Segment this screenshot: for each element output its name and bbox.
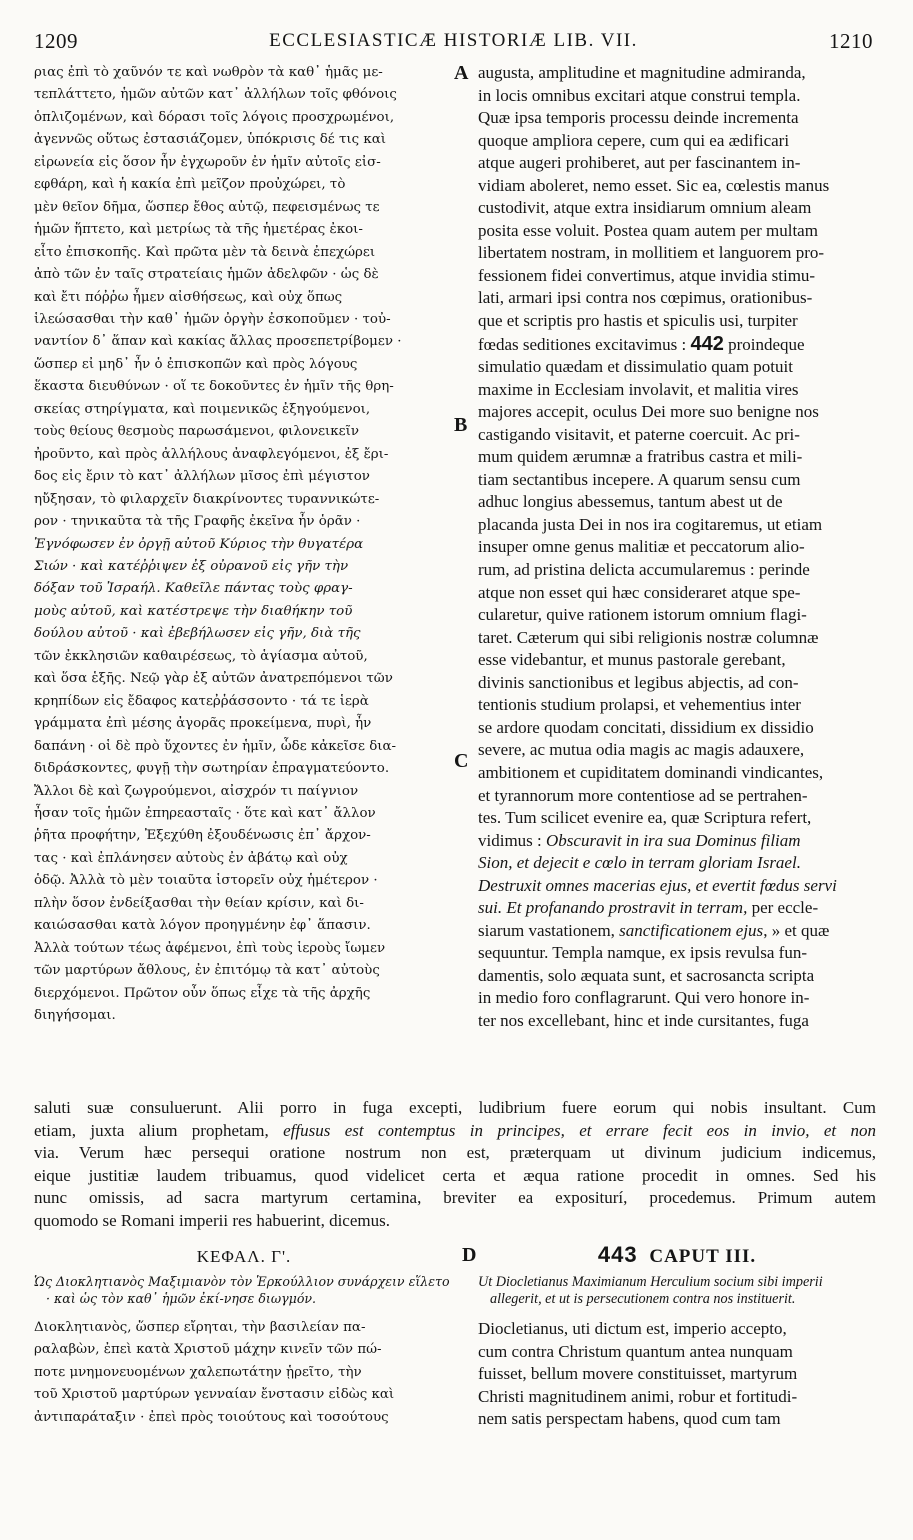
greek-line: ἦσαν τοῖς ἡμῶν ἐπηρεασταῖς · ὅτε καὶ κατ᾽ ἄλλον xyxy=(34,805,376,821)
latin-line: nem satis perspectam habens, quod cum tam xyxy=(478,1409,781,1429)
latin-line: majores accepit, oculus Dei more suo benigne nos xyxy=(478,402,819,422)
greek-line: ὥσπερ εἰ μηδ᾽ ἦν ὁ ἐπισκοπῶν καὶ πρὸς λόγους xyxy=(34,356,358,372)
latin-line: atque non esset qui hæc consideraret atque spe- xyxy=(478,582,801,602)
latin-line: tes. Tum scilicet evenire ea, quæ Scriptura refert, xyxy=(478,808,812,828)
greek-line: ἠροῦντο, καὶ πρὸς ἀλλήλους ἀναφλεγόμενοι, ἐξ ἔρι- xyxy=(34,446,389,462)
latin-line: rum, ad pristina delicta accumularemus : perinde xyxy=(478,560,810,580)
latin-quote: Obscuravit in ira sua Dominus filiam xyxy=(541,830,801,850)
latin-line: mum quidem ærumnæ a fratribus castra et mili- xyxy=(478,447,803,467)
greek-line: ῥῆτα προφήτην, Ἐξεχύθη ἐξουδένωσις ἐπ᾽ ἄρχον- xyxy=(34,828,371,844)
latin-line: se ardore quodam concitati, dissidium ex dissidio xyxy=(478,717,814,737)
latin-line: augusta, amplitudine et magnitudine admiranda, xyxy=(478,63,806,82)
greek-line: ἀπὸ τῶν ἐν ταῖς στρατείαις ἡμῶν ἀδελφῶν · ὡς δὲ xyxy=(34,267,379,283)
greek-line: γράμματα ἐπὶ μέσης ἀγορᾶς προκείμενα, πυρὶ, ἦν xyxy=(34,716,372,732)
greek-line: Σιών · καὶ κατέῤῥιψεν ἐξ οὐρανοῦ εἰς γῆν τὴν xyxy=(34,558,349,574)
left-page-number: 1209 xyxy=(34,28,78,53)
latin-text: siarum vastationem, xyxy=(478,920,615,940)
latin-line: lati, armari ipsi contra nos cœpimus, orationibus- xyxy=(478,288,813,308)
latin-line: cularetur, quive rationem istorum omnium flagi- xyxy=(478,605,807,625)
greek-line: καὶ ἔτι πόῤῥω ἦμεν αἰσθήσεως, καὶ οὐχ ὅπως xyxy=(34,289,343,305)
greek-line: ναντίον δ᾽ ἅπαν καὶ κακίας ἄλλας προσεπετρίβομεν · xyxy=(34,334,402,350)
latin-line xyxy=(478,897,876,920)
latin-line: Quæ ipsa temporis processu deinde incrementa xyxy=(478,108,799,128)
full-line: quomodo se Romani imperii res habuerint, dicemus. xyxy=(34,1210,390,1230)
greek-line: εἶτο ἐπισκοπῆς. Καὶ πρῶτα μὲν τὰ δεινὰ ἐπεχώρει xyxy=(34,244,376,260)
greek-line: τῶν ἐκκλησιῶν καθαιρέσεως, τὸ ἁγίασμα αὐτοῦ, xyxy=(34,648,368,664)
latin-line: fessionem fidei convertimus, atque invidia stimu- xyxy=(478,265,816,285)
latin-line: severe, ac mutua odia magis ac magis adauxere, xyxy=(478,740,805,760)
latin-line: fuisset, bellum movere constituisset, martyrum xyxy=(478,1364,798,1384)
right-page-number: 1210 xyxy=(828,28,873,53)
latin-line: damentis, solo æquata sunt, et sacrosancta scripta xyxy=(478,965,815,985)
greek-line: ὁπλιζομένων, καὶ δόρασι τοῖς λόγοις προσχρωμένοι, xyxy=(34,109,395,125)
greek-line: πλὴν ὅσον ἐνδείξασθαι τὴν θείαν κρίσιν, καὶ δι- xyxy=(34,895,364,911)
latin-line: divinis sanctionibus et legibus abjectis, ad con- xyxy=(478,672,799,692)
latin-line: simulatio quædam et dissimulatio quam potuit xyxy=(478,357,793,377)
latin-line: libertatem nostram, in mollitiem et languorem pro- xyxy=(478,243,825,263)
margin-mark-a: A xyxy=(454,62,469,84)
greek-line: μοὺς αὐτοῦ, καὶ κατέστρεψε τὴν διαθήκην τοῦ xyxy=(34,603,353,619)
full-quote: effusus est contemptus in principes, et errare fecit eos in invio, et non xyxy=(268,1120,876,1140)
greek-line: τοῦ Χριστοῦ μαρτύρων γενναίαν ἔνστασιν εἰδὼς καὶ xyxy=(34,1387,395,1403)
greek-line: ἱλεώσασθαι τὴν καθ᾽ ἡμῶν ὀργὴν ἐσκοποῦμεν · τοὐ- xyxy=(34,311,391,327)
greek-line: ἡμῶν ἥπτετο, καὶ μετρίως τὰ τῆς ἡμετέρας ἐκοι- xyxy=(34,222,363,238)
greek-line: ριας ἐπὶ τὸ χαῦνόν τε καὶ νωθρὸν τὰ καθ᾽ ἡμᾶς με- xyxy=(34,65,383,80)
latin-line: Christi magnitudinem animi, robur et fortitudi- xyxy=(478,1386,798,1406)
latin-line: vidiam aboleret, nemo esset. Sic ea, cœlestis manus xyxy=(478,175,830,195)
latin-chapter-body xyxy=(478,1318,876,1431)
greek-chapter-heading: ΚΕΦΑΛ. Γ'. xyxy=(196,1247,292,1266)
latin-line xyxy=(478,830,876,853)
latin-line: tiam sectantibus incepere. A quarum sensu cum xyxy=(478,469,801,489)
greek-line: ρον · τηνικαῦτα τὰ τῆς Γραφῆς ἐκεῖνα ἦν ὁρᾶν · xyxy=(34,514,361,530)
full-line: via. Verum hæc persequi oratione nostrum non est, præterquam ut divinum judicium indicemus, xyxy=(34,1143,876,1163)
greek-line: εἰρωνεία εἰς ὅσον ἦν ἐγχωροῦν ἐν ἡμῖν αὐτοῖς εἰσ- xyxy=(34,154,381,170)
full-line: saluti suæ consuluerunt. Alii porro in fuga excepti, ludibrium fuere eorum qui nobis insultant. Cum xyxy=(34,1098,876,1117)
latin-line: tentionis studium prolapsi, et vehementius inter xyxy=(478,695,801,715)
latin-chapter-summary: Ut Diocletianus Maximianum Herculium socium sibi imperii allegerit, et ut is persecutionem contra nos instituerit. xyxy=(478,1274,823,1307)
inline-page-number: 442 xyxy=(690,332,724,355)
latin-quote-line: Sion, et dejecit e cœlo in terram gloriam Israel. xyxy=(478,853,801,873)
greek-line: τεπλάττετο, ἡμῶν αὐτῶν κατ᾽ ἀλλήλων τοῖς φθόνοις xyxy=(34,87,397,103)
greek-line: ἀγεννῶς οὕτως ἐστασιάζομεν, ὑπόκρισις δέ τις καὶ xyxy=(34,132,387,148)
full-line: eique justitiæ laudem tribuamus, quod videlicet certa et æqua ratione procedit in omnes. Sed his xyxy=(34,1165,876,1185)
latin-quote-line: Destruxit omnes macerias ejus, et evertit fœdus servi xyxy=(478,875,837,895)
greek-line: καὶ ὅσα ἑξῆς. Νεῷ γὰρ ἐξ αὐτῶν ἀνατρεπόμενοι τῶν xyxy=(34,671,393,687)
latin-line: atque augeri prohiberet, aut per fascinantem in- xyxy=(478,153,801,173)
greek-line: εφθάρη, καὶ ἡ κακία ἐπὶ μεῖζον προὐχώρει, τὸ xyxy=(34,177,346,193)
latin-line: custodivit, atque extra insidiarum omnium aleam xyxy=(478,198,812,218)
latin-text: per eccle- xyxy=(747,898,819,918)
full-width-paragraph xyxy=(34,1097,876,1233)
latin-quote: sui. Et profanando prostravit in terram, xyxy=(478,898,748,918)
greek-line: Διοκλητιανὸς, ὥσπερ εἴρηται, τὴν βασιλείαν πα- xyxy=(34,1320,366,1335)
latin-line xyxy=(478,920,876,943)
latin-line: maxime in Ecclesiam involavit, et malitia vires xyxy=(478,379,799,399)
latin-chapter xyxy=(478,1242,876,1431)
full-line: nunc omissis, ad sacra martyrum certamina, breviter ea expositurí, procedemus. Primum autem xyxy=(34,1188,876,1208)
latin-line: insuper omne genus malitiæ et peccatorum alio- xyxy=(478,537,805,557)
latin-chapter-heading: CAPUT III. xyxy=(649,1246,757,1267)
latin-line: Diocletianus, uti dictum est, imperio accepto, xyxy=(478,1319,787,1338)
greek-line: κρηπίδων εἰς ἔδαφος κατεῤῥάσσοντο · τά τε ἱερὰ xyxy=(34,693,369,709)
greek-line: ἕκαστα διευθύνων · οἵ τε δοκοῦντες ἐν ἡμῖν τῆς θρη- xyxy=(34,379,394,395)
latin-line: quoque ampliora cepere, cum qui ea ædificari xyxy=(478,130,790,150)
inline-page-number: 443 xyxy=(597,1242,638,1267)
running-title: ECCLESIASTICÆ HISTORIÆ LIB. VII. xyxy=(269,30,638,51)
latin-line: cum contra Christum quantum antea nunquam xyxy=(478,1341,793,1361)
greek-line: τας · καὶ ἐπλάνησεν αὐτοὺς ἐν ἀβάτῳ καὶ οὐχ xyxy=(34,850,348,866)
greek-line: μὲν θεῖον δῆμα, ὥσπερ ἔθος αὐτῷ, πεφεισμένως τε xyxy=(34,199,380,215)
latin-text: fœdas seditiones excitavimus : xyxy=(478,334,687,354)
latin-line: sequuntur. Templa namque, ex ipsis revulsa fun- xyxy=(478,943,807,963)
latin-chapter-heading-row xyxy=(478,1242,876,1268)
latin-text: , » et quæ xyxy=(763,920,830,940)
greek-line: ὁδῷ. Ἀλλὰ τὸ μὲν τοιαῦτα ἱστορεῖν οὐχ ἡμέτερον · xyxy=(34,873,378,889)
greek-line: διδράσκοντες, φυγῇ τὴν σωτηρίαν ἐπραγματεύοντο. xyxy=(34,761,390,777)
latin-column xyxy=(478,62,876,1033)
greek-line: δόξαν τοῦ Ἰσραήλ. Καθεῖλε πάντας τοὺς φραγ- xyxy=(34,581,353,597)
latin-line: in locis omnibus excitari atque construi templa. xyxy=(478,85,801,105)
latin-line xyxy=(478,333,876,357)
greek-line: τῶν μαρτύρων ἄθλους, ἐν ἐπιτόμῳ τὰ κατ᾽ αὐτοὺς xyxy=(34,963,380,979)
latin-line: et tyrannorum more contentiose ad se pertrahen- xyxy=(478,785,808,805)
latin-text: vidimus : xyxy=(478,830,542,850)
greek-line: δαπάνη · οἱ δὲ πρὸ ὔχοντες ἐν ἡμῖν, ὧδε κἀκεῖσε δια- xyxy=(34,738,397,754)
greek-line: Ἀλλὰ τούτων τέως ἀφέμενοι, ἐπὶ τοὺς ἱεροὺς ἴωμεν xyxy=(34,940,386,956)
greek-line: ηὔξησαν, τὸ φιλαρχεῖν διακρίνοντες τυραννικώτε- xyxy=(34,491,380,507)
full-text: etiam, juxta alium prophetam, xyxy=(34,1120,269,1140)
greek-line: διερχόμενοι. Πρῶτον οὖν ὅπως εἶχε τὰ τῆς ἀρχῆς xyxy=(34,985,371,1001)
latin-line: ter nos excellebant, hinc et inde cursitantes, fuga xyxy=(478,1010,809,1030)
greek-line: τοὺς θείους θεσμοὺς παρωσάμενοι, φιλονεικεῖν xyxy=(34,424,359,440)
greek-line: δος εἰς ἔριν τὸ κατ᾽ ἀλλήλων μῖσος ἐπὶ μέγιστον xyxy=(34,469,370,485)
greek-column xyxy=(34,62,454,1027)
greek-line: ραλαβὼν, ἐπεὶ κατὰ Χριστοῦ μάχην κινεῖν τῶν πώ- xyxy=(34,1342,382,1358)
greek-chapter xyxy=(34,1247,454,1429)
greek-chapter-summary: Ὡς Διοκλητιανὸς Μαξιμιανὸν τὸν Ἑρκούλλιον συνάρχειν εἵλετο · καὶ ὡς τὸν καθ᾽ ἡμῶν ἐκί-νησε διωγμόν. xyxy=(34,1274,450,1306)
latin-line: placanda justa Dei in nos ira cogitaremus, ut etiam xyxy=(478,514,823,534)
latin-line: taret. Cæterum qui sibi religionis nostræ columnæ xyxy=(478,627,819,647)
greek-line: ἀντιπαράταξιν · ἐπεὶ πρὸς τοιούτους καὶ τοσούτους xyxy=(34,1409,389,1425)
margin-mark-c: C xyxy=(454,750,469,772)
latin-line: ambitionem et cupiditatem dominandi vindicantes, xyxy=(478,762,824,782)
latin-line: castigando visitavit, et paterne coercuit. Ac pri- xyxy=(478,424,800,444)
latin-quote: sanctificationem ejus xyxy=(619,920,764,940)
greek-line: καιώσασθαι κατὰ λόγον προηγμένην ἐφ᾽ ἅπασιν. xyxy=(34,918,371,934)
latin-line: que et scriptis pro hastis et spiculis usi, turpiter xyxy=(478,311,798,331)
latin-line: in medio foro conflagrarunt. Qui vero honore in- xyxy=(478,988,810,1008)
greek-line: ποτε μνημονευομένων χαλεπωτάτην ᾑρεῖτο, τὴν xyxy=(34,1364,362,1380)
greek-line: δούλου αὐτοῦ · καὶ ἐβεβήλωσεν εἰς γῆν, διὰ τῆς xyxy=(34,626,361,642)
margin-mark-d: D xyxy=(462,1244,477,1266)
latin-text: proindeque xyxy=(723,334,805,354)
latin-line: posita esse voluit. Postea quam autem per multam xyxy=(478,220,818,240)
full-line xyxy=(34,1120,876,1143)
greek-chapter-body xyxy=(34,1317,454,1429)
greek-line: Ἄλλοι δὲ καὶ ζωγρούμενοι, αἰσχρόν τι παίγνιον xyxy=(34,783,359,799)
greek-line: Ἐγνόφωσεν ἐν ὀργῇ αὐτοῦ Κύριος τὴν θυγατέρα xyxy=(34,536,364,552)
latin-line: adhuc longius abessemus, tantum abest ut de xyxy=(478,492,783,512)
greek-line: σκείας στηρίγματα, καὶ ποιμενικῶς ἐξηγούμενοι, xyxy=(34,401,371,417)
page-header xyxy=(34,24,873,58)
latin-line: esse videbantur, et munus pastorale gerebant, xyxy=(478,650,786,670)
greek-line: διηγήσομαι. xyxy=(34,1008,116,1024)
margin-mark-b: B xyxy=(454,414,468,436)
